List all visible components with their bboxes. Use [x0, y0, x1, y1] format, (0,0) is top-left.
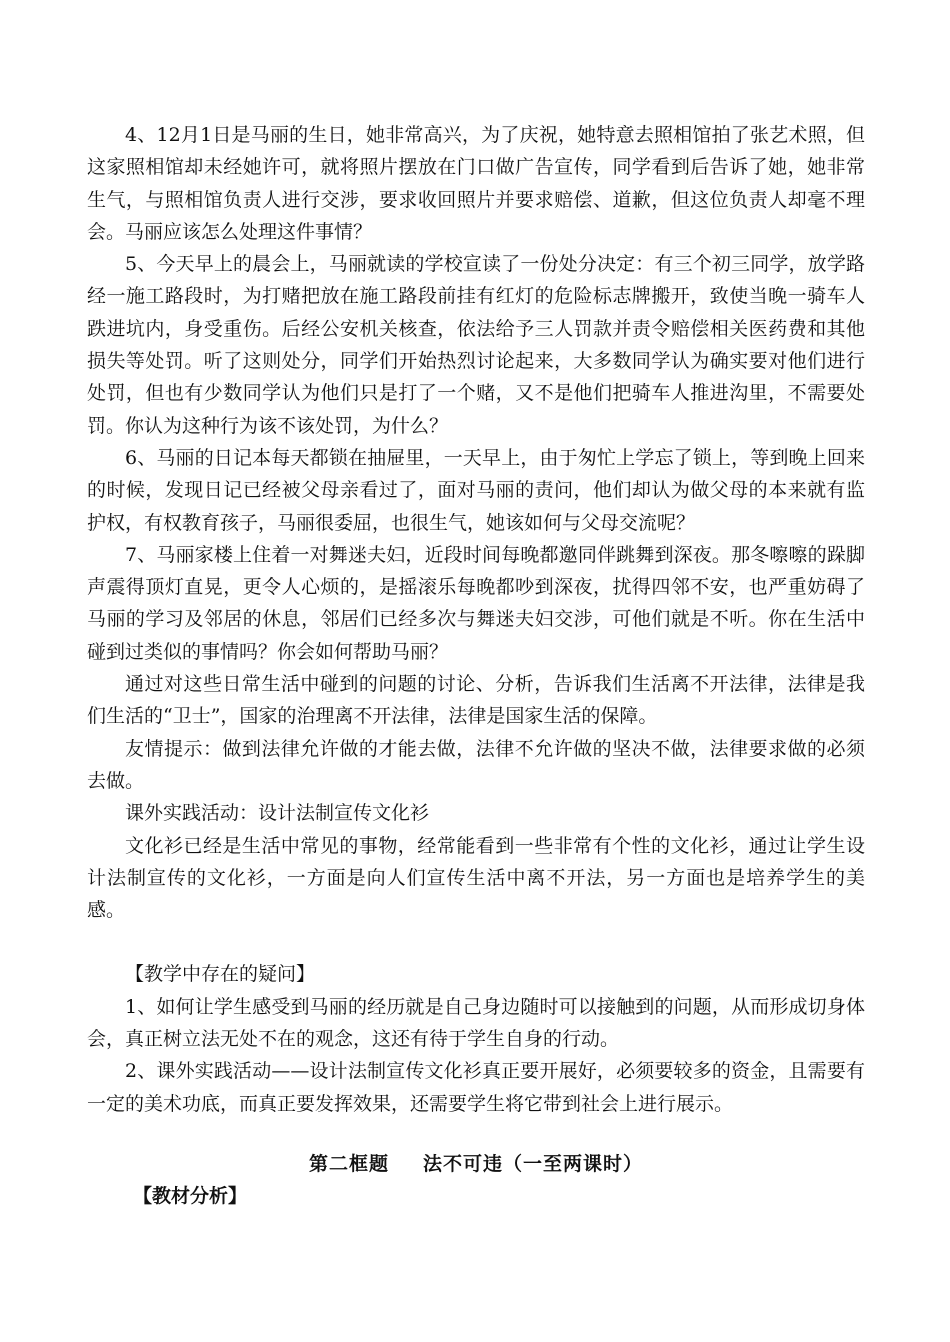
- section-title-part1: 第二框题: [308, 1152, 389, 1175]
- section-title-part2: 法不可违（一至两课时）: [423, 1152, 644, 1175]
- friendly-tip-paragraph: 友情提示：做到法律允许做的才能去做，法律不允许做的坚决不做，法律要求做的必须去做。: [87, 737, 865, 792]
- case-5-paragraph: 5、今天早上的晨会上，马丽就读的学校宣读了一份处分决定：有三个初三同学，放学路经一施工路段时，为打赌把放在施工路段前挂有红灯的危险标志牌搬开，致使当晚一骑车人跌进坑内，身受重伤。后经公安机关核查，依法给予三人罚款并责令赔偿相关医药费和其他损失等处罚。听了这则处分，同学们开始热烈讨论起来，大多数同学认为确实要对他们进行处罚，但也有少数同学认为他们只是打了一个赌，又不是他们把骑车人推进沟里，不需要处罚。你认为这种行为该不该处罚，为什么？: [87, 253, 865, 437]
- case-7-paragraph: 7、马丽家楼上住着一对舞迷夫妇，近段时间每晚都邀同伴跳舞到深夜。那冬嚓嚓的跺脚声震得顶灯直晃，更令人心烦的，是摇滚乐每晚都吵到深夜，扰得四邻不安，也严重妨碍了马丽的学习及邻居的休息，邻居们已经多次与舞迷夫妇交涉，可他们就是不听。你在生活中碰到过类似的事情吗？你会如何帮助马丽？: [87, 543, 865, 663]
- case-6-paragraph: 6、马丽的日记本每天都锁在抽屉里，一天早上，由于匆忙上学忘了锁上，等到晚上回来的时候，发现日记已经被父母亲看过了，面对马丽的责问，他们却认为做父母的本来就有监护权，有权教育孩子，马丽很委屈，也很生气，她该如何与父母交流呢？: [87, 446, 865, 534]
- doubts-heading: 【教学中存在的疑问】: [125, 963, 316, 986]
- practice-activity-paragraph: 文化衫已经是生活中常见的事物，经常能看到一些非常有个性的文化衫，通过让学生设计法制宣传的文化衫，一方面是向人们宣传生活中离不开法，另一方面也是培养学生的美感。: [87, 834, 865, 922]
- document-body: [87, 119, 865, 1213]
- summary-paragraph: 通过对这些日常生活中碰到的问题的讨论、分析，告诉我们生活离不开法律，法律是我们生活的“卫士”，国家的治理离不开法律，法律是国家生活的保障。: [87, 673, 865, 728]
- practice-activity-heading: 课外实践活动：设计法制宣传文化衫: [125, 802, 430, 825]
- doubt-item-1: 1、如何让学生感受到马丽的经历就是自己身边随时可以接触到的问题，从而形成切身体会，真正树立法无处不在的观念，这还有待于学生自身的行动。: [87, 995, 865, 1051]
- doubt-item-2: 2、课外实践活动——设计法制宣传文化衫真正要开展好，必须要较多的资金，且需要有一定的美术功底，而真正要发挥效果，还需要学生将它带到社会上进行展示。: [87, 1060, 865, 1115]
- material-analysis-heading: 【教材分析】: [133, 1185, 248, 1208]
- blank-line: [87, 1120, 865, 1148]
- case-4-paragraph: 4、12月1日是马丽的生日，她非常高兴，为了庆祝，她特意去照相馆拍了张艺术照，但这家照相馆却未经她许可，就将照片摆放在门口做广告宣传，同学看到后告诉了她，她非常生气，与照相馆负责人进行交涉，要求收回照片并要求赔偿、道歉，但这位负责人却毫不理会。马丽应该怎么处理这件事情？: [87, 124, 865, 243]
- section-title: [87, 1148, 865, 1180]
- blank-line: [87, 926, 865, 958]
